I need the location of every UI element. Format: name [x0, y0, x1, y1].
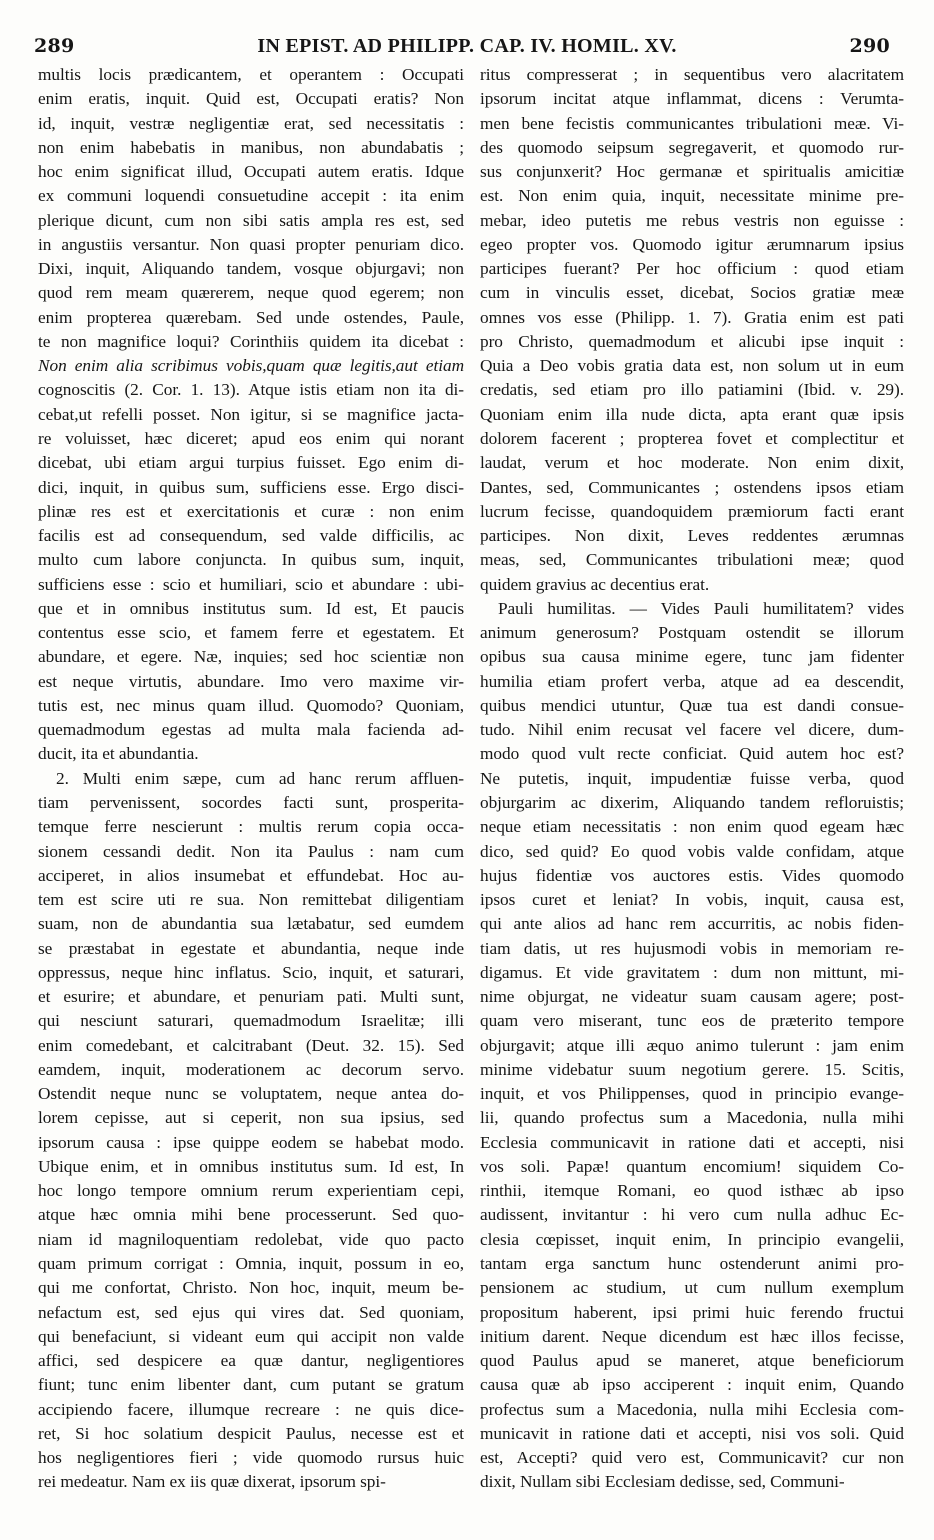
text-line: facilis est ad consequendum, sed valde difficilis, ac	[38, 526, 464, 546]
text-line: tantam erga sanctum hunc ostenderunt animi pro-	[480, 1254, 904, 1274]
text-line: acciperet, in alios insumebat et effundebat. Hoc au-	[38, 865, 464, 885]
text-line: hos negligentiores fieri ; vide quomodo rursus huic	[38, 1448, 464, 1468]
text-line: ritus compresserat ; in sequentibus vero alacritatem	[480, 65, 904, 84]
text-line: est neque virtutis, abundare. Imo vero maxime vir-	[38, 671, 464, 691]
text-line: dicebat, ubi etiam argui turpius fuisset. Ego enim di-	[38, 453, 464, 473]
text-line: Dantes, sed, Communicantes ; ostendens ipsos etiam	[480, 477, 904, 497]
text-line: vos soli. Papæ! quantum encomium! siquidem Co-	[480, 1156, 904, 1176]
text-line: Ubique enim, et in omnibus institutus sum. Id est, In	[38, 1156, 464, 1176]
text-line: hujus fidentiæ vos auctores estis. Vides quomodo	[480, 865, 904, 885]
text-line: dico, sed quid? Eo quod vobis valde confidam, atque	[480, 841, 904, 861]
right-page-number: 290	[849, 35, 890, 57]
text-line: minime videbatur suum negotium gerere. 15. Scitis,	[480, 1059, 904, 1079]
text-line: opibus sua causa minime egere, tunc jam fidenter	[480, 647, 904, 667]
text-line: 2. Multi enim sæpe, cum ad hanc rerum affluen-	[56, 768, 464, 788]
text-line: pro Christo, quemadmodum et alicubi ipse inquit :	[480, 331, 904, 351]
text-line: hoc enim significat illud, Occupati autem eratis. Idque	[38, 162, 464, 182]
text-line: modo quod vult recte conficiat. Quid autem hoc est?	[480, 744, 904, 764]
text-line: quibus mendici utuntur, Quæ tua est dandi consue-	[480, 695, 904, 715]
text-line: et esurire; et abundare, et penuriam pati. Multi sunt,	[38, 987, 464, 1007]
text-line: enim propterea quærebam. Sed unde ostendes, Paule,	[38, 307, 464, 327]
text-line: Ostendit neque nunc se voluptatem, neque antea do-	[38, 1084, 464, 1104]
text-line: multis locis prædicantem, et operantem : Occupati	[38, 65, 464, 84]
text-line: fiunt; tunc enim libenter dant, cum putant se gratum	[38, 1375, 464, 1395]
text-line: abundare, et egere. Næ, inquies; sed hoc scientiæ non	[38, 647, 464, 667]
text-line: cognoscitis (2. Cor. 1. 13). Atque istis etiam non ita di-	[38, 380, 464, 400]
text-column-right	[480, 63, 904, 1495]
text-line: quidem gravius ac decentius erat.	[480, 574, 710, 594]
text-line: se præstabat in egestate et abundantia, neque inde	[38, 938, 464, 958]
text-line: laudat, verum et hoc moderate. Non enim dixit,	[480, 453, 904, 473]
text-line: pensionem ac studium, ut cum nullum exemplum	[480, 1278, 904, 1298]
text-line: ipsos curet et leniat? In vobis, inquit, causa est,	[480, 890, 904, 910]
text-line: ipsorum incitat atque inflammat, dicens : Verumta-	[480, 89, 904, 109]
text-line: non enim habebatis in manibus, non abundabatis ;	[38, 137, 464, 157]
text-line: participes. Non dixit, Leves reddentes ærumnas	[480, 526, 904, 546]
text-line: tutis est, nec minus quam illud. Quomodo? Quoniam,	[38, 695, 464, 715]
text-line: enim comedebant, et calcitrabant (Deut. 32. 15). Sed	[38, 1035, 464, 1055]
text-line: cebat,ut refelli posset. Non igitur, si se magnifice jacta-	[38, 404, 464, 424]
text-line: propositum haberent, ipsi primi huic ferendo fructui	[480, 1302, 904, 1322]
text-line: te non magnifice loqui? Corinthiis quidem ita dicebat :	[38, 331, 464, 351]
text-line: objurgarim ac dixerim, Aliquando tandem refloruistis;	[480, 792, 904, 812]
text-line: men bene fecistis communicantes tribulationi meæ. Vi-	[480, 113, 904, 133]
text-line: Quia a Deo vobis gratia data est, non solum ut in eum	[480, 356, 904, 376]
text-line: lii, quando profectus sum a Macedonia, nulla mihi	[480, 1108, 904, 1128]
text-line: in angustiis versantur. Non quasi propter penuriam dico.	[38, 234, 464, 254]
text-line: neque etiam necessitatis : non enim quod egeam hæc	[480, 817, 904, 837]
text-line: animum generosum? Postquam ostendit se illorum	[480, 623, 904, 643]
text-line: humilia etiam profert verba, atque ad ea descendit,	[480, 671, 904, 691]
text-line: qui ante alios ad hanc rem accurritis, ac nobis fiden-	[480, 914, 904, 934]
text-line: Dixi, inquit, Aliquando tandem, vosque objurgavi; non	[38, 259, 464, 279]
text-line: initium darent. Neque dicendum est hæc illos fecisse,	[480, 1326, 904, 1346]
text-line: nime objurgat, ne videatur suam causam agere; post-	[480, 987, 904, 1007]
running-title: IN EPIST. AD PHILIPP. CAP. IV. HOMIL. XV.	[257, 35, 677, 57]
text-line: participes fuerant? Per hoc officium : quod etiam	[480, 259, 904, 279]
text-line: dici, inquit, in quibus sum, sufficiens esse. Ergo disci-	[38, 477, 464, 497]
text-line: rei medeatur. Nam ex iis quæ dixerat, ipsorum spi-	[38, 1472, 386, 1492]
text-line: egeo propter vos. Quomodo igitur ærumnarum ipsius	[480, 234, 904, 254]
text-line: nefactum est, sed ejus qui vires dat. Sed quoniam,	[38, 1302, 464, 1322]
text-line: temque ferre nescierunt : multis rerum copia occa-	[38, 817, 464, 837]
left-page-number: 289	[34, 35, 75, 57]
text-line: quod rem meam quærerem, neque quod egerem; non	[38, 283, 464, 303]
text-line: sionem cessandi dedit. Non ita Paulus : nam cum	[38, 841, 464, 861]
text-line: clesia cœpisset, inquit enim, In principio evangelii,	[480, 1229, 904, 1249]
text-line: dolorem facerent ; propterea fovet et complectitur et	[480, 428, 904, 448]
text-line: ex communi loquendi consuetudine accepit : ita enim	[38, 186, 464, 206]
text-line: cum in vinculis esset, dicebat, Socios gratiæ meæ	[480, 283, 904, 303]
text-line: inquit, et vos Philippenses, quod in principio evange-	[480, 1084, 904, 1104]
text-line: objurgavit; atque illi æquo animo tulerunt : jam enim	[480, 1035, 904, 1055]
text-line: meas, sed, Communicantes tribulationi meæ; quod	[480, 550, 904, 570]
text-line: ducit, ita et abundantia.	[38, 744, 199, 764]
text-line: plinæ res est et exercitationis et curæ : non enim	[38, 501, 464, 521]
text-line: digamus. Et vide gravitatem : dum non mittunt, mi-	[480, 962, 904, 982]
text-line: affici, sed despicere ea quæ dantur, negligentiores	[38, 1351, 464, 1371]
text-line: re voluisset, hæc diceret; apud eos enim qui norant	[38, 428, 464, 448]
text-line: lorem cepisse, aut si ceperit, non sua ipsius, sed	[38, 1108, 464, 1128]
text-line: atque hæc omnia mihi bene processerunt. Sed quo-	[38, 1205, 464, 1225]
text-line: ret, Si hoc solatium despicit Paulus, necesse est et	[38, 1423, 464, 1443]
text-line: oppressus, neque hinc inflatus. Scio, inquit, et saturari,	[38, 962, 464, 982]
text-line: plerique dicunt, cum non sibi satis ampla res est, sed	[38, 210, 464, 230]
text-line: qui nesciunt saturari, quemadmodum Israelitæ; illi	[38, 1011, 464, 1031]
text-line: sus conjunxerit? Hoc germanæ et spiritualis amicitiæ	[480, 162, 904, 182]
text-line: des quomodo seipsum segregaverit, et quomodo rur-	[480, 137, 904, 157]
text-line: lucrum fecisse, quandoquidem præmiorum facti erant	[480, 501, 904, 521]
text-line: accipiendo facere, illumque recreare : ne quis dice-	[38, 1399, 464, 1419]
text-line: qui benefaciunt, si videant eum qui accipit non valde	[38, 1326, 464, 1346]
text-line: dixit, Nullam sibi Ecclesiam dedisse, sed, Communi-	[480, 1472, 845, 1492]
text-line: multo cum labore conjuncta. In quibus sum, inquit,	[38, 550, 464, 570]
text-line: quemadmodum egestas ad multa mala facienda ad-	[38, 720, 464, 740]
text-line: niam id magniloquentiam redolebat, vide quo pacto	[38, 1229, 464, 1249]
text-line: quam vero miserant, tunc eos de præterito tempore	[480, 1011, 904, 1031]
text-line: sufficiens esse : scio et humiliari, scio et abundare : ubi-	[38, 574, 464, 594]
text-line: Non enim alia scribimus vobis,quam quæ legitis,aut etiam	[38, 356, 464, 376]
text-line: tem est scire uti re sua. Non remittebat diligentiam	[38, 890, 464, 910]
text-line: tiam pervenissent, socordes facti sunt, prosperita-	[38, 792, 464, 812]
text-line: credatis, sed etiam pro illo patiamini (Ibid. v. 29).	[480, 380, 904, 400]
text-line: municavit in ratione dati et accepti, nisi vos soli. Quid	[480, 1423, 904, 1443]
text-line: mebar, ideo putetis me rebus vestris non eguisse :	[480, 210, 904, 230]
text-line: eamdem, inquit, moderationem ac decorum servo.	[38, 1059, 464, 1079]
text-line: Pauli humilitas. — Vides Pauli humilitatem? vides	[498, 598, 904, 618]
text-line: Ecclesia communicavit in ratione dati et accepti, nisi	[480, 1132, 904, 1152]
text-line: Ne putetis, inquit, impudentiæ fuisse verba, quod	[480, 768, 904, 788]
text-line: quam primum corrigat : Omnia, inquit, possum in eo,	[38, 1254, 464, 1274]
text-line: contentus esse scio, et famem ferre et egestatem. Et	[38, 623, 464, 643]
text-line: tiam datis, ut res hujusmodi vobis in memoriam re-	[480, 938, 904, 958]
text-line: omnes vos esse (Philipp. 1. 7). Gratia enim est pati	[480, 307, 904, 327]
text-line: audissent, invitantur : hi vero cum nulla adhuc Ec-	[480, 1205, 904, 1225]
text-line: suam, non de abundantia sua lætabatur, sed eumdem	[38, 914, 464, 934]
text-line: Quoniam enim illa nude dicta, apta erant quæ ipsis	[480, 404, 904, 424]
text-line: ipsorum causa : ipse quippe eodem se habebat modo.	[38, 1132, 464, 1152]
text-line: profectus sum a Macedonia, nulla mihi Ecclesia com-	[480, 1399, 904, 1419]
text-column-left	[38, 63, 464, 1495]
text-line: qui me confortat, Christo. Non hoc, inquit, meum be-	[38, 1278, 464, 1298]
text-line: est, Accepti? quid vero est, Communicavit? cur non	[480, 1448, 904, 1468]
text-line: est. Non enim quia, inquit, necessitate minime pre-	[480, 186, 904, 206]
text-line: causa quæ ab ipso acciperent : inquit enim, Quando	[480, 1375, 904, 1395]
text-line: hoc longo tempore omnium rerum experientiam cepi,	[38, 1181, 464, 1201]
text-line: quod Paulus apud se maneret, atque beneficiorum	[480, 1351, 904, 1371]
text-line: que et in omnibus institutus sum. Id est, Et paucis	[38, 598, 464, 618]
text-line: rinthii, itemque Romani, eo quod isthæc ab ipso	[480, 1181, 904, 1201]
text-line: tudo. Nihil enim recusat vel facere vel dicere, dum-	[480, 720, 904, 740]
text-line: enim eratis, inquit. Quid est, Occupati eratis? Non	[38, 89, 464, 109]
text-line: id, inquit, vestræ negligentiæ erat, sed necessitatis :	[38, 113, 464, 133]
